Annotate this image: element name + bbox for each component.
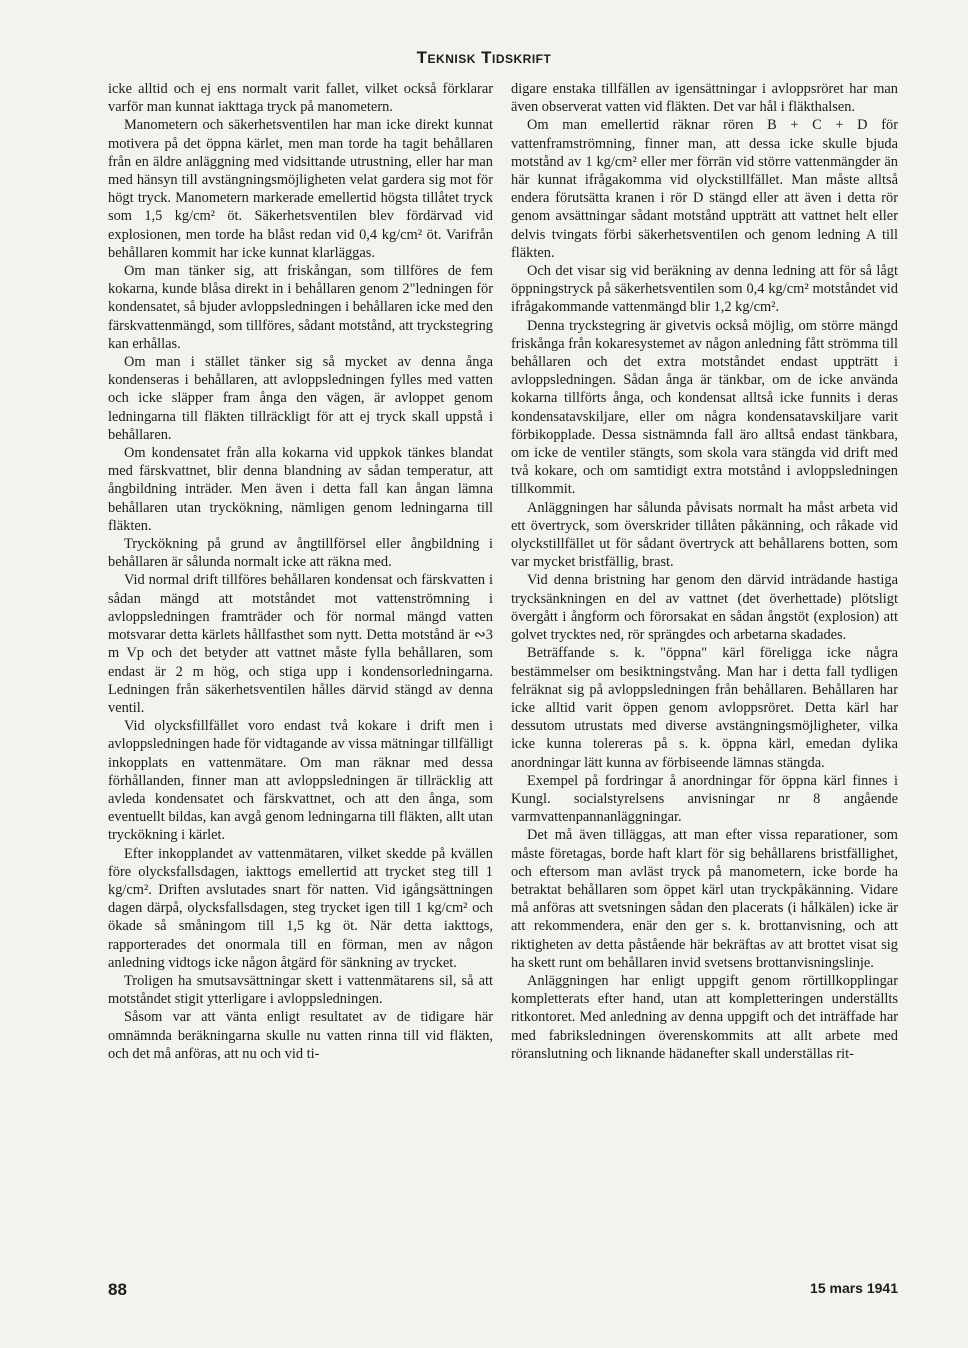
- paragraph: Vid olycksfillfället voro endast två kokare i drift men i avloppsledningen hade för vidtagande av vissa mätningar tillfälligt inkopplats en vattenmätare. Om man räknar med dessa förhållanden, finner man att avloppsledningen är tillräcklig att avleda kondensatet och färskvattnet, och att den ånga, som eventuellt bildas, kan avgå genom ledningarna till fläkten, allt utan tryckökning i kärlet.: [108, 718, 493, 844]
- paragraph: Efter inkopplandet av vattenmätaren, vilket skedde på kvällen före olycksfallsdagen, iakttogs emellertid att trycket steg till 1 kg/cm². Driften avslutades snart för natten. Vid igångsättningen dagen därpå, olycksfallsdagen, steg trycket igen till 1 kg/cm² och ökade så småningom till 1,5 kg öt. När detta iakttogs, rapporterades det onormala till en förman, men av någon anledning vidtogs icke någon åtgärd för sänkning av trycket.: [108, 845, 493, 971]
- paragraph: icke alltid och ej ens normalt varit fallet, vilket också förklarar varför man kunnat iakttaga tryck på manometern.: [108, 81, 493, 116]
- paragraph: Beträffande s. k. "öppna" kärl föreligga icke några bestämmelser om besiktningstvång. Man har i detta fall tydligen felräknat sig på avloppsledningen från behållaren. Behållaren har icke alltid varit öppen genom avloppsröret. Detta kärl har dessutom utrustats med diverse avstängningsmöjligheter, vilka icke kunna tolereras på s. k. öppna kärl, emedan dylika anordningar lätt kunna av förbiseende lämnas stängda.: [511, 645, 898, 771]
- paragraph: Om man tänker sig, att friskångan, som tillföres de fem kokarna, kunde blåsa direkt in i behållaren genom 2"ledningen för kondensatet, så bjuder avloppsledningen i behållaren icke med den färskvattenmängd, som tillföres, sådant motstånd, att tryckstegring kan erhållas.: [108, 263, 493, 352]
- paragraph: Vid normal drift tillföres behållaren kondensat och färskvatten i sådan mängd att motståndet mot vattenströmning i avloppsledningen framträder och för normal mängd vatten motsvarar detta kärlets hållfasthet som nytt. Detta motstånd är ∾3 m Vp och det betyder att vattnet måste fylla behållaren, som endast är 2 m hög, och stiga upp i kondensorledningarna. Ledningen från säkerhetsventilen hålles därvid stängd av denna ventil.: [108, 572, 493, 716]
- paragraph: Om man i stället tänker sig så mycket av denna ånga kondenseras i behållaren, att avloppsledningen fylles med vatten och icke släpper fram ånga den vägen, är avloppet genom ledningarna till fläkten tillräckligt för att ej tryck skall uppstå i behållaren.: [108, 354, 493, 443]
- journal-title: Teknisk Tidskrift: [416, 48, 552, 67]
- paragraph: Manometern och säkerhetsventilen har man icke direkt kunnat motivera på det öppna kärlet, men man torde ha tagit behållaren från en äldre anläggning med vidsittande utrustning, eller har man med hänsyn till avstängningsmöjligheten velat gardera sig mot för högt tryck. Manometern markerade emellertid högsta tillåtet tryck som 1,5 kg/cm² öt. Säkerhetsventilen blev fördärvad vid explosionen, men torde ha blåst redan vid 0,4 kg/cm² öt. Varifrån behållaren kommit har icke kunnat klarläggas.: [108, 117, 493, 261]
- issue-date: 15 mars 1941: [810, 1280, 898, 1296]
- left-column: [108, 80, 493, 1063]
- paragraph: Och det visar sig vid beräkning av denna ledning att för så lågt öppningstryck på säkerhetsventilen som 0,4 kg/cm² motståndet vid ifrågakommande vattenmängd blir 1,2 kg/cm².: [511, 263, 898, 316]
- paragraph: Vid denna bristning har genom den därvid inträdande hastiga trycksänkningen en del av vattnet (det överhettade) plötsligt övergått i ångform och förorsakat en sådan ångstöt (explosion) att golvet trycktes ned, rör sprängdes och arbetarna skadades.: [511, 572, 898, 644]
- right-column: [511, 80, 898, 1063]
- paragraph: digare enstaka tillfällen av igensättningar i avloppsröret har man även observerat vatten vid fläkten. Det var hål i fläkthalsen.: [511, 81, 898, 116]
- paragraph: Det må även tilläggas, att man efter vissa reparationer, som måste företagas, borde haft klart för sig behållarens bristfällighet, och eftersom man avläst tryck på manometern, icke borde ha betraktat behållaren som öppet kärl utan tryckpåkänning. Vidare må anföras att svetsningen sådan den placerats (i hålkälen) icke är att rekommendera, enär den ger s. k. brottanvisning, och att riktigheten av detta påstående här bekräftas av att brottet visat sig ha skett runt om behållaren invid svetsens brottanvisningslinje.: [511, 827, 898, 971]
- paragraph: Om man emellertid räknar rören B + C + D för vattenframströmning, finner man, att dessa icke skulle bjuda motstånd av 1 kg/cm² eller mer förrän vid större vattenmängder än här kunnat ifrågakomma vid olyckstillfället. Man måste alltså endera förutsätta kranen i rör D stängd eller att även i detta rör genom avsättningar sådant motstånd uppträtt att vattnet helt eller delvis tvingats förbi säkerhetsventilen och genom ledning A till fläkten.: [511, 117, 898, 261]
- page-number: 88: [108, 1280, 127, 1299]
- paragraph: Anläggningen har sålunda påvisats normalt ha måst arbeta vid ett övertryck, som överskrider tillåten påkänning, och råkade vid olyckstillfället ut för sådant övertryck att behållarens botten, som var mycket bristfällig, brast.: [511, 499, 898, 571]
- paragraph: Exempel på fordringar å anordningar för öppna kärl finnes i Kungl. socialstyrelsens anvisningar nr 8 angående varmvattenpannanläggningar.: [511, 772, 898, 826]
- paragraph: Om kondensatet från alla kokarna vid uppkok tänkes blandat med färskvattnet, blir denna blandning av sådan temperatur, att ångbildning inträder. Men även i detta fall kan ångan lämna behållaren utan tryckökning, nämligen genom ledningarna till fläkten.: [108, 445, 493, 534]
- paragraph: Troligen ha smutsavsättningar skett i vattenmätarens sil, så att motståndet stigit ytterligare i avloppsledningen.: [108, 972, 493, 1008]
- paragraph: Tryckökning på grund av ångtillförsel eller ångbildning i behållaren är sålunda normalt icke att räkna med.: [108, 536, 493, 571]
- paragraph: Anläggningen har enligt uppgift genom rörtillkopplingar kompletterats efter hand, utan att kompletteringen underställts ritkontoret. Med anledning av denna uppgift och det inträffade har med fabriksledningen överenskommits att allt arbete med röranslutning och liknande hädanefter skall underställas rit-: [511, 972, 898, 1062]
- paragraph: Såsom var att vänta enligt resultatet av de tidigare här omnämnda beräkningarna skulle nu vatten rinna till vid fläkten, och det må anföras, att nu och vid ti-: [108, 1009, 493, 1062]
- paragraph: Denna tryckstegring är givetvis också möjlig, om större mängd friskånga från kokaresystemet av någon anledning fått strömma till behållaren och det extra motståndet endast uppträtt i avloppsledningen. Sådan ånga är tänkbar, om de icke använda kokarna tillförts ånga, och kondensat alltså icke funnits i deras kondensatavskiljare, eller om några kondensatavskiljare varit förbikopplade. Dessa sistnämnda fall äro alltså endast tänkbara, om icke de ventiler stängts, som skola vara stängda vid drift med två kokare, och om samtidigt extra motstånd i avloppsledningen tillkommit.: [511, 317, 898, 498]
